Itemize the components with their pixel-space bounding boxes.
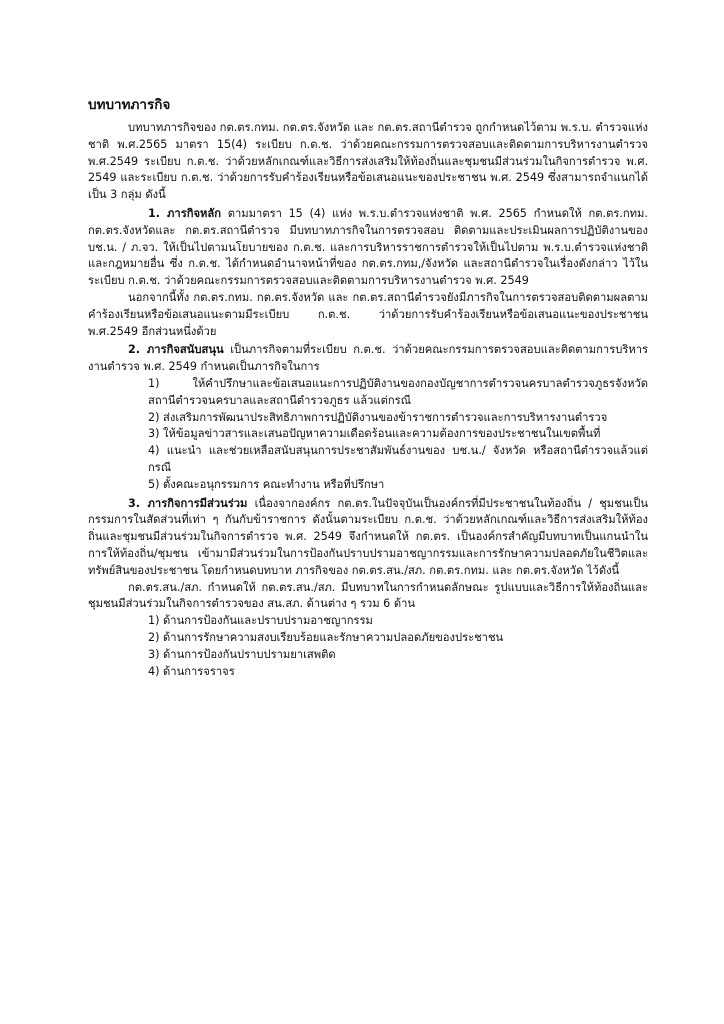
list-item: 2) ด้านการรักษาความสงบเรียบร้อยและรักษาความปลอดภัยของประชาชน [148, 630, 504, 644]
section3-heading: 3. ภารกิจการมีส่วนร่วม [128, 496, 248, 510]
section2-paragraph [88, 342, 648, 376]
section1-paragraph [88, 206, 648, 290]
section3-list [88, 613, 648, 680]
list-item: 3) ให้ข้อมูลข่าวสารและเสนอปัญหาความเดือดร้อนและความต้องการของประชาชนในเขตพื้นที่ [148, 427, 601, 441]
document-title: บทบาทภารกิจ [88, 97, 171, 113]
section1-heading: 1. ภารกิจหลัก [148, 206, 222, 220]
section3-paragraph [88, 496, 648, 580]
section3-text: เนื่องจากองค์กร กต.ตร.ในปัจจุบันเป็นองค์กรที่มีประชาชนในท้องถิ่น / ชุมชนเป็นกรรมการในสัดส่วนที่เท่า ๆ กันกับข้าราชการ ดังนั้นตามระเบียบ ก.ต.ช. ว่าด้วยหลักเกณฑ์และวิธีการส่งเสริมให้ท้องถิ่นและชุมชนมีส่วนร่วมในกิจการตำรวจ พ.ศ. 2549 จึงกำหนดให้ กต.ตร. เป็นองค์กรสำคัญมีบทบาทเป็นแกนนำในการให้ท้องถิ่น/ชุมชน เข้ามามีส่วนร่วมในการป้องกันปราบปรามอาชญากรรมและการรักษาความปลอดภัยในชีวิตและทรัพย์สินของประชาชน โดยกำหนดบทบาท ภารกิจของ กต.ตร.สน./สภ. กต.ตร.กทม. และ กต.ตร.จังหวัด ไว้ดังนี้ [88, 496, 648, 577]
list-item: 4) ด้านการจราจร [148, 664, 235, 678]
section3-extra-paragraph: กต.ตร.สน./สภ. กำหนดให้ กต.ตร.สน./สภ. มีบทบาทในการกำหนดลักษณะ รูปแบบและวิธีการให้ท้องถิ่นและชุมชนมีส่วนร่วมในกิจการตำรวจของ สน.สภ. ด้านต่าง ๆ รวม 6 ด้าน [88, 580, 648, 611]
document-body [88, 120, 648, 680]
section2-heading: 2. ภารกิจสนับสนุน [128, 343, 224, 357]
section1-extra-paragraph: นอกจากนี้ทั้ง กต.ตร.กทม. กต.ตร.จังหวัด และ กต.ตร.สถานีตำรวจยังมีภารกิจในการตรวจสอบติดตามผลตามคำร้องเรียนหรือข้อเสนอแนะตามมีระเบียบ ก.ต.ช. ว่าด้วยการรับคำร้องเรียนหรือข้อเสนอแนะของประชาชน พ.ศ.2549 อีกส่วนหนึ่งด้วย [88, 290, 648, 338]
list-item: 5) ตั้งคณะอนุกรรมการ คณะทำงาน หรือที่ปรึกษา [148, 477, 385, 491]
list-item: 1) ด้านการป้องกันและปราบปรามอาชญากรรม [148, 614, 373, 628]
section1-text: ตามมาตรา 15 (4) แห่ง พ.ร.บ.ตำรวจแห่งชาติ พ.ศ. 2565 กำหนดให้ กต.ตร.กทม. กต.ตร.จังหวัดและ กต.ตร.สถานีตำรวจ มีบทบาทภารกิจในการตรวจสอบ ติดตามและประเมินผลการปฏิบัติงานของ บช.น. / ภ.จว. ให้เป็นไปตามนโยบายของ ก.ต.ช. และการบริหารราชการตำรวจให้เป็นไปตาม พ.ร.บ.ตำรวจแห่งชาติ และกฎหมายอื่น ซึ่ง ก.ต.ช. ได้กำหนดอำนาจหน้าที่ของ กต.ตร.กทม,/จังหวัด และสถานีตำรวจในเรื่องดังกล่าว ไว้ในระเบียบ ก.ต.ช. ว่าด้วยคณะกรรมการตรวจสอบและติดตามการบริหารงานตำรวจ พ.ศ. 2549 [88, 206, 648, 288]
list-item: 3) ด้านการป้องกันปราบปรามยาเสพติด [148, 647, 336, 661]
list-item: 4) แนะนำ และช่วยเหลือสนับสนุนการประชาสัมพันธ์งานของ บช.น./ จังหวัด หรือสถานีตำรวจแล้วแต่กรณี [148, 444, 648, 474]
intro-paragraph: บทบาทภารกิจของ กต.ตร.กทม. กต.ตร.จังหวัด และ กต.ตร.สถานีตำรวจ ถูกกำหนดไว้ตาม พ.ร.บ. ตำรวจแห่งชาติ พ.ศ.2565 มาตรา 15(4) ระเบียบ ก.ต.ช. ว่าด้วยคณะกรรมการตรวจสอบและติดตามการบริหารงานตำรวจ พ.ศ.2549 ระเบียบ ก.ต.ช. ว่าด้วยหลักเกณฑ์และวิธีการส่งเสริมให้ท้องถิ่นและชุมชนมีส่วนร่วมในกิจการตำรวจ พ.ศ. 2549 และระเบียบ ก.ต.ช. ว่าด้วยการรับคำร้องเรียนหรือข้อเสนอแนะของประชาชน พ.ศ. 2549 ซึ่งสามารถจำแนกได้เป็น 3 กลุ่ม ดังนี้ [88, 121, 648, 202]
section2-text: เป็นภารกิจตามที่ระเบียบ ก.ต.ช. ว่าด้วยคณะกรรมการตรวจสอบและติดตามการบริหารงานตำรวจ พ.ศ. 2549 กำหนดเป็นภารกิจในการ [88, 343, 648, 374]
list-item: 1) ให้คำปรึกษาและข้อเสนอแนะการปฏิบัติงานของกองบัญชาการตำรวจนครบาลตำรวจภูธรจังหวัด สถานีตำรวจนครบาลและสถานีตำรวจภูธร แล้วแต่กรณี [148, 376, 648, 407]
list-item: 2) ส่งเสริมการพัฒนาประสิทธิภาพการปฏิบัติงานของข้าราชการตำรวจและการบริหารงานตำรวจ [148, 410, 608, 424]
section2-list [88, 376, 648, 494]
